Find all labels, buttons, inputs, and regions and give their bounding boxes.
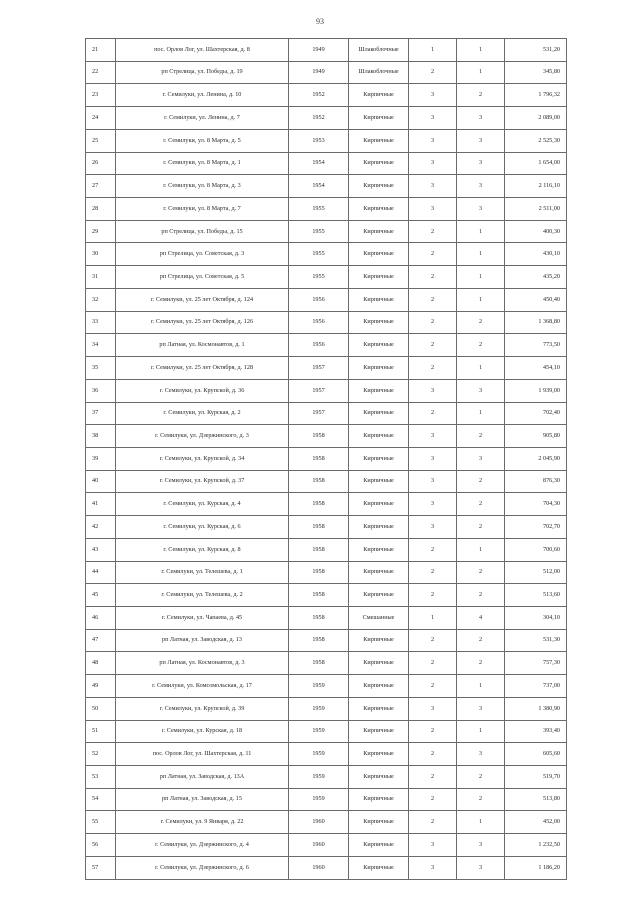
address-cell: рп Латная, ул. Заводская, д. 13А xyxy=(116,766,289,789)
row-number-cell: 27 xyxy=(86,175,116,198)
entrances-cell: 1 xyxy=(457,243,505,266)
area-cell: 2 045,90 xyxy=(505,447,567,470)
row-number-cell: 33 xyxy=(86,311,116,334)
year-cell: 1960 xyxy=(289,834,349,857)
wall-material-cell: Кирпичные xyxy=(349,470,409,493)
wall-material-cell: Кирпичные xyxy=(349,311,409,334)
floors-cell: 2 xyxy=(409,675,457,698)
year-cell: 1958 xyxy=(289,538,349,561)
year-cell: 1957 xyxy=(289,402,349,425)
entrances-cell: 2 xyxy=(457,652,505,675)
entrances-cell: 3 xyxy=(457,107,505,130)
address-cell: рп Стрелица, ул. Советская, д. 5 xyxy=(116,266,289,289)
table-row xyxy=(86,334,567,357)
address-cell: г. Семилуки, ул. Крупской, д. 37 xyxy=(116,470,289,493)
table-row xyxy=(86,720,567,743)
year-cell: 1953 xyxy=(289,129,349,152)
entrances-cell: 2 xyxy=(457,493,505,516)
entrances-cell: 3 xyxy=(457,743,505,766)
row-number-cell: 34 xyxy=(86,334,116,357)
area-cell: 757,30 xyxy=(505,652,567,675)
table-row xyxy=(86,129,567,152)
floors-cell: 3 xyxy=(409,379,457,402)
floors-cell: 3 xyxy=(409,834,457,857)
floors-cell: 2 xyxy=(409,288,457,311)
area-cell: 430,10 xyxy=(505,243,567,266)
row-number-cell: 31 xyxy=(86,266,116,289)
wall-material-cell: Кирпичные xyxy=(349,516,409,539)
entrances-cell: 1 xyxy=(457,720,505,743)
row-number-cell: 38 xyxy=(86,425,116,448)
table-row xyxy=(86,538,567,561)
row-number-cell: 24 xyxy=(86,107,116,130)
year-cell: 1955 xyxy=(289,198,349,221)
table-row xyxy=(86,39,567,62)
floors-cell: 3 xyxy=(409,175,457,198)
area-cell: 345,80 xyxy=(505,61,567,84)
table-row xyxy=(86,516,567,539)
table-row xyxy=(86,61,567,84)
table-row xyxy=(86,584,567,607)
row-number-cell: 50 xyxy=(86,697,116,720)
address-cell: г. Семилуки, ул. 25 лет Октября, д. 124 xyxy=(116,288,289,311)
floors-cell: 2 xyxy=(409,220,457,243)
wall-material-cell: Кирпичные xyxy=(349,538,409,561)
area-cell: 1 186,20 xyxy=(505,856,567,879)
housing-register-table xyxy=(85,38,567,880)
row-number-cell: 52 xyxy=(86,743,116,766)
address-cell: рп Стрелица, ул. Победы, д. 15 xyxy=(116,220,289,243)
floors-cell: 3 xyxy=(409,516,457,539)
year-cell: 1957 xyxy=(289,357,349,380)
entrances-cell: 2 xyxy=(457,561,505,584)
area-cell: 876,30 xyxy=(505,470,567,493)
address-cell: рп Стрелица, ул. Советская, д. 3 xyxy=(116,243,289,266)
page-number: 93 xyxy=(316,17,324,26)
area-cell: 1 796,32 xyxy=(505,84,567,107)
wall-material-cell: Шлакоблочные xyxy=(349,39,409,62)
table-row xyxy=(86,175,567,198)
row-number-cell: 39 xyxy=(86,447,116,470)
year-cell: 1959 xyxy=(289,788,349,811)
address-cell: рп Стрелица, ул. Победы, д. 19 xyxy=(116,61,289,84)
year-cell: 1958 xyxy=(289,584,349,607)
entrances-cell: 3 xyxy=(457,175,505,198)
address-cell: г. Семилуки, ул. 8 Марта, д. 7 xyxy=(116,198,289,221)
wall-material-cell: Кирпичные xyxy=(349,720,409,743)
address-cell: г. Семилуки, ул. 8 Марта, д. 1 xyxy=(116,152,289,175)
address-cell: г. Семилуки, ул. 25 лет Октября, д. 126 xyxy=(116,311,289,334)
table-row xyxy=(86,470,567,493)
table-row xyxy=(86,788,567,811)
table-row xyxy=(86,493,567,516)
row-number-cell: 40 xyxy=(86,470,116,493)
entrances-cell: 1 xyxy=(457,538,505,561)
entrances-cell: 3 xyxy=(457,129,505,152)
row-number-cell: 41 xyxy=(86,493,116,516)
area-cell: 513,80 xyxy=(505,788,567,811)
table-row xyxy=(86,379,567,402)
floors-cell: 1 xyxy=(409,39,457,62)
entrances-cell: 2 xyxy=(457,334,505,357)
year-cell: 1958 xyxy=(289,425,349,448)
wall-material-cell: Кирпичные xyxy=(349,379,409,402)
entrances-cell: 2 xyxy=(457,629,505,652)
entrances-cell: 1 xyxy=(457,39,505,62)
wall-material-cell: Кирпичные xyxy=(349,675,409,698)
wall-material-cell: Кирпичные xyxy=(349,561,409,584)
floors-cell: 2 xyxy=(409,538,457,561)
table-row xyxy=(86,220,567,243)
table-row xyxy=(86,402,567,425)
area-cell: 450,40 xyxy=(505,288,567,311)
table-row xyxy=(86,743,567,766)
entrances-cell: 1 xyxy=(457,266,505,289)
year-cell: 1956 xyxy=(289,311,349,334)
table-row xyxy=(86,697,567,720)
address-cell: рп Латная, ул. Заводская, д. 15 xyxy=(116,788,289,811)
entrances-cell: 1 xyxy=(457,675,505,698)
wall-material-cell: Кирпичные xyxy=(349,334,409,357)
year-cell: 1958 xyxy=(289,493,349,516)
wall-material-cell: Кирпичные xyxy=(349,584,409,607)
floors-cell: 2 xyxy=(409,584,457,607)
area-cell: 700,60 xyxy=(505,538,567,561)
year-cell: 1955 xyxy=(289,220,349,243)
row-number-cell: 46 xyxy=(86,606,116,629)
year-cell: 1960 xyxy=(289,811,349,834)
floors-cell: 3 xyxy=(409,84,457,107)
entrances-cell: 1 xyxy=(457,220,505,243)
address-cell: г. Семилуки, ул. 8 Марта, д. 3 xyxy=(116,175,289,198)
floors-cell: 3 xyxy=(409,493,457,516)
wall-material-cell: Кирпичные xyxy=(349,402,409,425)
row-number-cell: 23 xyxy=(86,84,116,107)
floors-cell: 3 xyxy=(409,856,457,879)
floors-cell: 2 xyxy=(409,811,457,834)
row-number-cell: 51 xyxy=(86,720,116,743)
row-number-cell: 28 xyxy=(86,198,116,221)
address-cell: рп Латная, ул. Космонавтов, д. 1 xyxy=(116,334,289,357)
address-cell: г. Семилуки, ул. Ленина, д. 7 xyxy=(116,107,289,130)
year-cell: 1959 xyxy=(289,766,349,789)
address-cell: г. Семилуки, ул. Телешева, д. 2 xyxy=(116,584,289,607)
area-cell: 702,70 xyxy=(505,516,567,539)
row-number-cell: 53 xyxy=(86,766,116,789)
table-row xyxy=(86,288,567,311)
floors-cell: 2 xyxy=(409,357,457,380)
row-number-cell: 42 xyxy=(86,516,116,539)
area-cell: 2 511,00 xyxy=(505,198,567,221)
wall-material-cell: Кирпичные xyxy=(349,129,409,152)
year-cell: 1958 xyxy=(289,606,349,629)
floors-cell: 2 xyxy=(409,243,457,266)
wall-material-cell: Кирпичные xyxy=(349,629,409,652)
floors-cell: 1 xyxy=(409,606,457,629)
wall-material-cell: Кирпичные xyxy=(349,811,409,834)
year-cell: 1957 xyxy=(289,379,349,402)
table-row xyxy=(86,856,567,879)
year-cell: 1956 xyxy=(289,334,349,357)
row-number-cell: 57 xyxy=(86,856,116,879)
year-cell: 1952 xyxy=(289,84,349,107)
area-cell: 454,10 xyxy=(505,357,567,380)
year-cell: 1959 xyxy=(289,743,349,766)
wall-material-cell: Кирпичные xyxy=(349,697,409,720)
year-cell: 1960 xyxy=(289,856,349,879)
row-number-cell: 49 xyxy=(86,675,116,698)
address-cell: г. Семилуки, ул. Курская, д. 18 xyxy=(116,720,289,743)
area-cell: 452,00 xyxy=(505,811,567,834)
wall-material-cell: Кирпичные xyxy=(349,743,409,766)
entrances-cell: 3 xyxy=(457,198,505,221)
row-number-cell: 30 xyxy=(86,243,116,266)
area-cell: 304,10 xyxy=(505,606,567,629)
entrances-cell: 4 xyxy=(457,606,505,629)
wall-material-cell: Кирпичные xyxy=(349,243,409,266)
address-cell: пос. Орлов Лог, ул. Шахтерская, д. 11 xyxy=(116,743,289,766)
entrances-cell: 2 xyxy=(457,788,505,811)
floors-cell: 3 xyxy=(409,129,457,152)
address-cell: рп Латная, ул. Космонавтов, д. 3 xyxy=(116,652,289,675)
area-cell: 2 089,00 xyxy=(505,107,567,130)
table-row xyxy=(86,447,567,470)
wall-material-cell: Кирпичные xyxy=(349,152,409,175)
table-row xyxy=(86,629,567,652)
address-cell: г. Семилуки, ул. 9 Января, д. 22 xyxy=(116,811,289,834)
area-cell: 531,30 xyxy=(505,629,567,652)
row-number-cell: 43 xyxy=(86,538,116,561)
area-cell: 704,30 xyxy=(505,493,567,516)
floors-cell: 3 xyxy=(409,107,457,130)
entrances-cell: 2 xyxy=(457,766,505,789)
floors-cell: 2 xyxy=(409,61,457,84)
wall-material-cell: Кирпичные xyxy=(349,357,409,380)
area-cell: 435,20 xyxy=(505,266,567,289)
wall-material-cell: Кирпичные xyxy=(349,266,409,289)
wall-material-cell: Кирпичные xyxy=(349,834,409,857)
address-cell: г. Семилуки, ул. Курская, д. 2 xyxy=(116,402,289,425)
row-number-cell: 56 xyxy=(86,834,116,857)
year-cell: 1958 xyxy=(289,652,349,675)
entrances-cell: 3 xyxy=(457,834,505,857)
floors-cell: 3 xyxy=(409,425,457,448)
entrances-cell: 3 xyxy=(457,697,505,720)
area-cell: 1 368,80 xyxy=(505,311,567,334)
wall-material-cell: Кирпичные xyxy=(349,425,409,448)
wall-material-cell: Кирпичные xyxy=(349,107,409,130)
entrances-cell: 2 xyxy=(457,311,505,334)
entrances-cell: 3 xyxy=(457,379,505,402)
row-number-cell: 48 xyxy=(86,652,116,675)
address-cell: г. Семилуки, ул. Курская, д. 4 xyxy=(116,493,289,516)
address-cell: г. Семилуки, ул. Крупской, д. 39 xyxy=(116,697,289,720)
area-cell: 773,50 xyxy=(505,334,567,357)
table-row xyxy=(86,107,567,130)
table-row xyxy=(86,606,567,629)
area-cell: 513,60 xyxy=(505,584,567,607)
table-row xyxy=(86,834,567,857)
year-cell: 1952 xyxy=(289,107,349,130)
area-cell: 400,30 xyxy=(505,220,567,243)
area-cell: 2 116,10 xyxy=(505,175,567,198)
wall-material-cell: Кирпичные xyxy=(349,493,409,516)
address-cell: г. Семилуки, ул. Чапаева, д. 45 xyxy=(116,606,289,629)
year-cell: 1958 xyxy=(289,470,349,493)
table-row xyxy=(86,425,567,448)
row-number-cell: 44 xyxy=(86,561,116,584)
row-number-cell: 35 xyxy=(86,357,116,380)
entrances-cell: 3 xyxy=(457,152,505,175)
area-cell: 605,60 xyxy=(505,743,567,766)
address-cell: г. Семилуки, ул. Комсомольская, д. 17 xyxy=(116,675,289,698)
year-cell: 1955 xyxy=(289,243,349,266)
area-cell: 531,20 xyxy=(505,39,567,62)
floors-cell: 3 xyxy=(409,470,457,493)
table-row xyxy=(86,675,567,698)
row-number-cell: 36 xyxy=(86,379,116,402)
wall-material-cell: Кирпичные xyxy=(349,766,409,789)
address-cell: г. Семилуки, ул. Курская, д. 8 xyxy=(116,538,289,561)
area-cell: 519,70 xyxy=(505,766,567,789)
table-row xyxy=(86,243,567,266)
row-number-cell: 21 xyxy=(86,39,116,62)
year-cell: 1959 xyxy=(289,675,349,698)
entrances-cell: 2 xyxy=(457,516,505,539)
year-cell: 1958 xyxy=(289,447,349,470)
address-cell: г. Семилуки, ул. Крупской, д. 36 xyxy=(116,379,289,402)
table-row xyxy=(86,266,567,289)
address-cell: г. Семилуки, ул. 25 лет Октября, д. 128 xyxy=(116,357,289,380)
row-number-cell: 45 xyxy=(86,584,116,607)
wall-material-cell: Кирпичные xyxy=(349,856,409,879)
year-cell: 1959 xyxy=(289,697,349,720)
table-row xyxy=(86,84,567,107)
floors-cell: 2 xyxy=(409,334,457,357)
address-cell: г. Семилуки, ул. Дзержинского, д. 3 xyxy=(116,425,289,448)
row-number-cell: 29 xyxy=(86,220,116,243)
row-number-cell: 55 xyxy=(86,811,116,834)
address-cell: г. Семилуки, ул. 8 Марта, д. 5 xyxy=(116,129,289,152)
entrances-cell: 1 xyxy=(457,61,505,84)
wall-material-cell: Смешанные xyxy=(349,606,409,629)
row-number-cell: 26 xyxy=(86,152,116,175)
area-cell: 1 654,00 xyxy=(505,152,567,175)
area-cell: 512,00 xyxy=(505,561,567,584)
floors-cell: 2 xyxy=(409,629,457,652)
area-cell: 1 939,00 xyxy=(505,379,567,402)
row-number-cell: 25 xyxy=(86,129,116,152)
year-cell: 1955 xyxy=(289,266,349,289)
entrances-cell: 1 xyxy=(457,402,505,425)
floors-cell: 3 xyxy=(409,697,457,720)
address-cell: г. Семилуки, ул. Ленина, д. 10 xyxy=(116,84,289,107)
address-cell: г. Семилуки, ул. Дзержинского, д. 4 xyxy=(116,834,289,857)
year-cell: 1958 xyxy=(289,629,349,652)
area-cell: 905,80 xyxy=(505,425,567,448)
floors-cell: 2 xyxy=(409,561,457,584)
row-number-cell: 37 xyxy=(86,402,116,425)
wall-material-cell: Кирпичные xyxy=(349,447,409,470)
entrances-cell: 1 xyxy=(457,288,505,311)
address-cell: пос. Орлов Лог, ул. Шахтерская, д. 8 xyxy=(116,39,289,62)
area-cell: 2 525,30 xyxy=(505,129,567,152)
area-cell: 737,00 xyxy=(505,675,567,698)
year-cell: 1954 xyxy=(289,152,349,175)
table-row xyxy=(86,198,567,221)
floors-cell: 2 xyxy=(409,266,457,289)
floors-cell: 2 xyxy=(409,402,457,425)
floors-cell: 2 xyxy=(409,743,457,766)
year-cell: 1954 xyxy=(289,175,349,198)
table-row xyxy=(86,652,567,675)
table-row xyxy=(86,811,567,834)
area-cell: 1 380,90 xyxy=(505,697,567,720)
address-cell: г. Семилуки, ул. Телешева, д. 1 xyxy=(116,561,289,584)
entrances-cell: 1 xyxy=(457,357,505,380)
area-cell: 1 232,50 xyxy=(505,834,567,857)
row-number-cell: 47 xyxy=(86,629,116,652)
table-row xyxy=(86,152,567,175)
address-cell: г. Семилуки, ул. Крупской, д. 34 xyxy=(116,447,289,470)
address-cell: г. Семилуки, ул. Дзержинского, д. 6 xyxy=(116,856,289,879)
wall-material-cell: Кирпичные xyxy=(349,198,409,221)
table-row xyxy=(86,561,567,584)
wall-material-cell: Кирпичные xyxy=(349,652,409,675)
area-cell: 702,40 xyxy=(505,402,567,425)
table-row xyxy=(86,311,567,334)
year-cell: 1958 xyxy=(289,561,349,584)
entrances-cell: 3 xyxy=(457,447,505,470)
wall-material-cell: Кирпичные xyxy=(349,788,409,811)
entrances-cell: 2 xyxy=(457,84,505,107)
floors-cell: 2 xyxy=(409,766,457,789)
entrances-cell: 2 xyxy=(457,470,505,493)
year-cell: 1956 xyxy=(289,288,349,311)
floors-cell: 2 xyxy=(409,720,457,743)
row-number-cell: 54 xyxy=(86,788,116,811)
wall-material-cell: Кирпичные xyxy=(349,288,409,311)
floors-cell: 2 xyxy=(409,311,457,334)
year-cell: 1949 xyxy=(289,39,349,62)
year-cell: 1958 xyxy=(289,516,349,539)
entrances-cell: 2 xyxy=(457,425,505,448)
row-number-cell: 22 xyxy=(86,61,116,84)
address-cell: г. Семилуки, ул. Курская, д. 6 xyxy=(116,516,289,539)
area-cell: 393,40 xyxy=(505,720,567,743)
table-row xyxy=(86,766,567,789)
wall-material-cell: Шлакоблочные xyxy=(349,61,409,84)
entrances-cell: 3 xyxy=(457,856,505,879)
year-cell: 1959 xyxy=(289,720,349,743)
floors-cell: 2 xyxy=(409,652,457,675)
floors-cell: 2 xyxy=(409,788,457,811)
address-cell: рп Латная, ул. Заводская, д. 13 xyxy=(116,629,289,652)
year-cell: 1949 xyxy=(289,61,349,84)
row-number-cell: 32 xyxy=(86,288,116,311)
table-row xyxy=(86,357,567,380)
entrances-cell: 1 xyxy=(457,811,505,834)
floors-cell: 3 xyxy=(409,198,457,221)
wall-material-cell: Кирпичные xyxy=(349,175,409,198)
entrances-cell: 2 xyxy=(457,584,505,607)
wall-material-cell: Кирпичные xyxy=(349,220,409,243)
floors-cell: 3 xyxy=(409,152,457,175)
wall-material-cell: Кирпичные xyxy=(349,84,409,107)
floors-cell: 3 xyxy=(409,447,457,470)
